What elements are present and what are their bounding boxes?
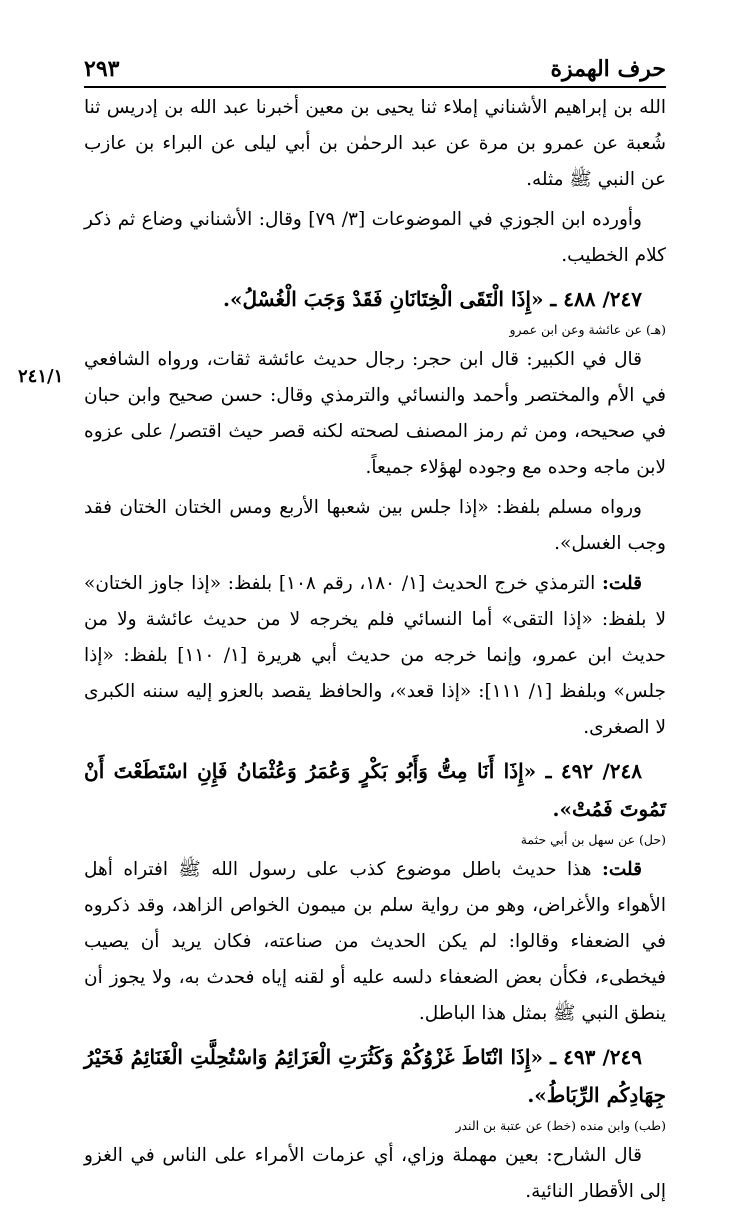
hadith-248: ٢٤٨/ ٤٩٢ ـ «إِذَا أَنَا مِتُّ وَأَبُو بَكْرٍ وَعُمَرُ وَعُثْمَانُ فَإِنِ اسْتَطَعْتَ أَنْ تَمُوتَ فَمُتْ». (84, 759, 666, 821)
paragraph-qult-1 (84, 566, 666, 746)
qult-text: الترمذي خرج الحديث [١/ ١٨٠، رقم ١٠٨] بلفظ: «إذا جاوز الختان» لا بلفظ: «إذا التقى» أما النسائي فلم يخرجه لا من حديث عائشة ولا من حديث ابن عمرو، وإنما خرجه من حديث أبي هريرة [١/ ١١٠] بلفظ: «إذا جلس» وبلفظ [١/ ١١١]: «إذا قعد»، والحافظ يقصد بالعزو إليه سننه الكبرى لا الصغرى. (84, 573, 666, 738)
running-header (84, 50, 666, 88)
paragraph-muslim: ورواه مسلم بلفظ: «إذا جلس بين شعبها الأربع ومس الختان الختان فقد وجب الغسل». (84, 497, 666, 554)
page-body (84, 90, 666, 1210)
qult-text: هذا حديث باطل موضوع كذب على رسول الله ﷺ افتراه أهل الأهواء والأغراض، وهو من رواية سلم بن ميمون الخواص الزاهد، وقد ذكروه في الضعفاء وقالوا: لم يكن الحديث من صناعته، فكان يريد أن يصيب فيخطىء، فكأن بعض الضعفاء دلسه عليه أو لقنه إياه فحدث به، ولا يجوز أن ينطق النبي ﷺ بمثل هذا الباطل. (84, 859, 666, 1024)
page-number: ٢٩٣ (84, 56, 120, 82)
hadith-247-source: (هـ) عن عائشة وعن ابن عمرو (509, 322, 666, 337)
hadith-249: ٢٤٩/ ٤٩٣ ـ «إِذَا انْتَاطَ غَزْوُكُمْ وَكَثُرَتِ الْعَزَائِمُ وَاسْتُحِلَّتِ الْغَنَائِمُ فَخَيْرُ جِهَادِكُم الرِّبَاطُ». (84, 1045, 666, 1107)
qult-label: قلت: (602, 859, 642, 880)
hadith-249-source: (طب) وابن منده (خط) عن عتبة بن الندر (455, 1118, 666, 1133)
paragraph-ibn-jawzi: وأورده ابن الجوزي في الموضوعات [٣/ ٧٩] وقال: الأشناني وضاع ثم ذكر كلام الخطيب. (84, 209, 666, 266)
hadith-248-source: (حل) عن سهل بن أبي حثمة (520, 832, 666, 847)
qult-label: قلت: (602, 573, 642, 594)
header-title: حرف الهمزة (550, 56, 666, 82)
paragraph-isnad: الله بن إبراهيم الأشناني إملاء ثنا يحيى بن معين أخبرنا عبد الله بن إدريس ثنا شُعبة عن عمرو بن مرة عن عبد الرحمٰن بن أبي ليلى عن البراء بن عازب عن النبي ﷺ مثله. (84, 97, 666, 190)
paragraph-kabir: قال في الكبير: قال ابن حجر: رجال حديث عائشة ثقات، ورواه الشافعي في الأم والمختصر وأحمد والنسائي والترمذي وقال: حسن صحيح وابن حبان في صحيحه، ومن ثم رمز المصنف لصحته لكنه قصر حيث اقتصر/ على عزوه لابن ماجه وحده مع وجوده لهؤلاء جميعاً. (84, 349, 666, 478)
paragraph-sharih: قال الشارح: بعين مهملة وزاي، أي عزمات الأمراء على الناس في الغزو إلى الأقطار النائية. (84, 1145, 666, 1202)
margin-reference: ٢٤١/١ (18, 366, 64, 387)
hadith-247: ٢٤٧/ ٤٨٨ ـ «إِذَا الْتَقَى الْخِتَانَانِ فَقَدْ وَجَبَ الْغُسْلُ». (223, 287, 642, 311)
paragraph-qult-2 (84, 852, 666, 1032)
